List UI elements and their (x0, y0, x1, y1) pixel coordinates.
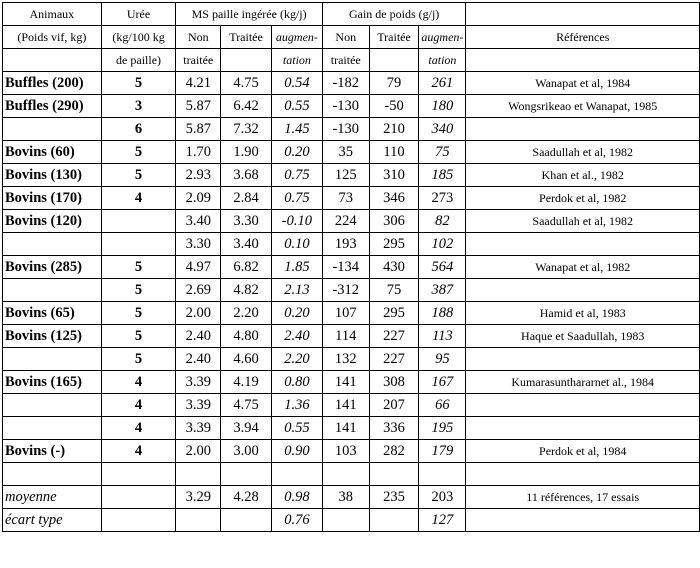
cell-reference (466, 348, 700, 371)
cell-ms-augmentation (271, 463, 322, 486)
cell-gain-non-traitee: -312 (322, 279, 369, 302)
cell-uree: 5 (101, 325, 176, 348)
cell-ms-non-traitee: 2.00 (176, 302, 221, 325)
cell-ms-traitee: 3.94 (221, 417, 272, 440)
header-ms-paille: MS paille ingérée (kg/j) (176, 3, 323, 26)
cell-ms-augmentation: 1.85 (271, 256, 322, 279)
cell-gain-non-traitee: 35 (322, 141, 369, 164)
cell-gain-traitee: 430 (369, 256, 419, 279)
cell-reference (466, 463, 700, 486)
cell-gain-augmentation: 203 (419, 486, 466, 509)
cell-gain-traitee: 306 (369, 210, 419, 233)
header-g-non-2: traitée (322, 49, 369, 72)
cell-animal: Bovins (285) (3, 256, 102, 279)
cell-empty (101, 486, 176, 509)
header-uree: Urée (101, 3, 176, 26)
cell-gain-traitee: 207 (369, 394, 419, 417)
cell-gain-non-traitee: 103 (322, 440, 369, 463)
cell-gain-traitee: 336 (369, 417, 419, 440)
cell-ms-non-traitee: 1.70 (176, 141, 221, 164)
cell-ms-non-traitee: 3.30 (176, 233, 221, 256)
cell-animal (3, 348, 102, 371)
cell-gain-non-traitee: 38 (322, 486, 369, 509)
cell-reference (466, 118, 700, 141)
cell-reference: Haque et Saadullah, 1983 (466, 325, 700, 348)
table-row (3, 348, 700, 371)
data-table (2, 2, 700, 532)
cell-ms-traitee (221, 463, 272, 486)
summary-row-ecart-type (3, 509, 700, 532)
cell-gain-augmentation: 340 (419, 118, 466, 141)
cell-ms-non-traitee: 3.40 (176, 210, 221, 233)
cell-animal: Bovins (120) (3, 210, 102, 233)
cell-gain-traitee: 227 (369, 325, 419, 348)
cell-uree: 4 (101, 371, 176, 394)
cell-ms-augmentation: 0.20 (271, 302, 322, 325)
cell-ms-traitee: 4.19 (221, 371, 272, 394)
cell-animal (3, 394, 102, 417)
cell-ms-traitee: 1.90 (221, 141, 272, 164)
cell-ms-augmentation: 0.90 (271, 440, 322, 463)
cell-gain-augmentation: 113 (419, 325, 466, 348)
cell-animal (3, 233, 102, 256)
cell-ms-non-traitee: 2.69 (176, 279, 221, 302)
table-row (3, 325, 700, 348)
cell-ms-non-traitee: 2.93 (176, 164, 221, 187)
cell-ms-non-traitee: 2.00 (176, 440, 221, 463)
cell-gain-augmentation: 102 (419, 233, 466, 256)
cell-animal: Bovins (-) (3, 440, 102, 463)
table-row (3, 279, 700, 302)
cell-empty (466, 509, 700, 532)
cell-ms-augmentation: 0.75 (271, 187, 322, 210)
cell-animal: Buffles (200) (3, 72, 102, 95)
cell-reference (466, 394, 700, 417)
cell-gain-non-traitee: -182 (322, 72, 369, 95)
cell-ms-traitee: 3.30 (221, 210, 272, 233)
header-g-traitee: Traitée (369, 26, 419, 49)
cell-gain-augmentation: 167 (419, 371, 466, 394)
cell-gain-augmentation: 127 (419, 509, 466, 532)
cell-gain-augmentation: 95 (419, 348, 466, 371)
cell-reference: Wongsrikeao et Wanapat, 1985 (466, 95, 700, 118)
table-row (3, 256, 700, 279)
cell-reference: Wanapat et al, 1982 (466, 256, 700, 279)
header-row-3 (3, 49, 700, 72)
cell-gain-traitee: 110 (369, 141, 419, 164)
cell-gain-non-traitee (322, 463, 369, 486)
cell-gain-augmentation: 387 (419, 279, 466, 302)
cell-gain-traitee: -50 (369, 95, 419, 118)
cell-uree: 5 (101, 302, 176, 325)
cell-animal: Bovins (130) (3, 164, 102, 187)
cell-ms-non-traitee: 2.09 (176, 187, 221, 210)
cell-ms-non-traitee: 2.40 (176, 348, 221, 371)
cell-ms-augmentation: 0.80 (271, 371, 322, 394)
cell-gain-augmentation: 180 (419, 95, 466, 118)
cell-gain-traitee (369, 463, 419, 486)
cell-uree: 6 (101, 118, 176, 141)
table-row (3, 463, 700, 486)
header-ms-non-2: traitée (176, 49, 221, 72)
cell-gain-non-traitee: 193 (322, 233, 369, 256)
cell-reference: Saadullah et al, 1982 (466, 141, 700, 164)
cell-gain-augmentation: 188 (419, 302, 466, 325)
cell-reference: Kumarasunthararnet al., 1984 (466, 371, 700, 394)
cell-gain-augmentation: 273 (419, 187, 466, 210)
cell-gain-traitee: 310 (369, 164, 419, 187)
table-row (3, 95, 700, 118)
header-ms-aug-2: tation (271, 49, 322, 72)
cell-uree: 5 (101, 72, 176, 95)
cell-gain-augmentation: 195 (419, 417, 466, 440)
cell-ms-non-traitee (176, 463, 221, 486)
cell-ms-augmentation: 2.13 (271, 279, 322, 302)
cell-ms-augmentation: 0.20 (271, 141, 322, 164)
cell-ms-traitee: 3.00 (221, 440, 272, 463)
cell-empty (221, 509, 272, 532)
cell-ms-augmentation: 0.55 (271, 417, 322, 440)
header-ms-aug: augmen- (271, 26, 322, 49)
cell-ms-augmentation: 2.20 (271, 348, 322, 371)
cell-ms-non-traitee: 3.39 (176, 371, 221, 394)
cell-ms-traitee: 2.20 (221, 302, 272, 325)
table-row (3, 302, 700, 325)
cell-uree (101, 463, 176, 486)
cell-ms-traitee: 4.75 (221, 394, 272, 417)
cell-empty (176, 509, 221, 532)
header-empty-2 (221, 49, 272, 72)
cell-empty (369, 509, 419, 532)
cell-ms-traitee: 7.32 (221, 118, 272, 141)
header-row-2 (3, 26, 700, 49)
cell-ms-augmentation: -0.10 (271, 210, 322, 233)
cell-ms-traitee: 6.82 (221, 256, 272, 279)
cell-gain-non-traitee: 224 (322, 210, 369, 233)
cell-ms-non-traitee: 4.21 (176, 72, 221, 95)
cell-gain-augmentation: 75 (419, 141, 466, 164)
header-uree-unit-2: de paille) (101, 49, 176, 72)
cell-uree: 3 (101, 95, 176, 118)
cell-ms-non-traitee: 2.40 (176, 325, 221, 348)
cell-ms-traitee: 4.82 (221, 279, 272, 302)
cell-gain-traitee: 75 (369, 279, 419, 302)
cell-gain-traitee: 282 (369, 440, 419, 463)
cell-ms-augmentation: 0.75 (271, 164, 322, 187)
cell-uree (101, 233, 176, 256)
cell-gain-traitee: 235 (369, 486, 419, 509)
cell-gain-augmentation: 179 (419, 440, 466, 463)
cell-gain-non-traitee: 107 (322, 302, 369, 325)
cell-animal: Buffles (290) (3, 95, 102, 118)
cell-animal (3, 118, 102, 141)
cell-gain-traitee: 295 (369, 302, 419, 325)
cell-empty (322, 509, 369, 532)
cell-ms-non-traitee: 3.29 (176, 486, 221, 509)
cell-gain-non-traitee: 125 (322, 164, 369, 187)
table-row (3, 72, 700, 95)
cell-animal (3, 417, 102, 440)
cell-moyenne-label: moyenne (3, 486, 102, 509)
cell-ms-traitee: 6.42 (221, 95, 272, 118)
cell-ms-traitee: 4.80 (221, 325, 272, 348)
cell-ms-traitee: 3.40 (221, 233, 272, 256)
cell-animal (3, 463, 102, 486)
cell-reference: Khan et al., 1982 (466, 164, 700, 187)
cell-uree: 4 (101, 187, 176, 210)
cell-gain-non-traitee: 73 (322, 187, 369, 210)
header-poids: (Poids vif, kg) (3, 26, 102, 49)
cell-gain-non-traitee: 132 (322, 348, 369, 371)
summary-row-moyenne (3, 486, 700, 509)
cell-gain-augmentation: 261 (419, 72, 466, 95)
header-references: Références (466, 26, 700, 49)
cell-gain-non-traitee: 141 (322, 394, 369, 417)
cell-ms-augmentation: 0.54 (271, 72, 322, 95)
cell-reference: Wanapat et al, 1984 (466, 72, 700, 95)
cell-gain-non-traitee: -130 (322, 118, 369, 141)
table-row (3, 394, 700, 417)
cell-gain-non-traitee: 141 (322, 371, 369, 394)
table-row (3, 233, 700, 256)
cell-gain-augmentation: 66 (419, 394, 466, 417)
cell-uree: 5 (101, 141, 176, 164)
cell-animal: Bovins (125) (3, 325, 102, 348)
cell-animal: Bovins (170) (3, 187, 102, 210)
cell-uree: 5 (101, 164, 176, 187)
cell-uree (101, 210, 176, 233)
cell-animal (3, 279, 102, 302)
table-row (3, 164, 700, 187)
cell-ms-traitee: 2.84 (221, 187, 272, 210)
header-ms-traitee: Traitée (221, 26, 272, 49)
table-row (3, 417, 700, 440)
cell-ms-traitee: 4.75 (221, 72, 272, 95)
header-ms-non: Non (176, 26, 221, 49)
cell-ms-augmentation: 0.76 (271, 509, 322, 532)
cell-reference: Perdok et al, 1984 (466, 440, 700, 463)
table-row (3, 440, 700, 463)
cell-ms-non-traitee: 5.87 (176, 95, 221, 118)
cell-animal: Bovins (65) (3, 302, 102, 325)
cell-ms-non-traitee: 4.97 (176, 256, 221, 279)
cell-gain-augmentation (419, 463, 466, 486)
table-row (3, 210, 700, 233)
cell-gain-non-traitee: -134 (322, 256, 369, 279)
header-g-aug: augmen- (419, 26, 466, 49)
cell-gain-traitee: 227 (369, 348, 419, 371)
header-gain-poids: Gain de poids (g/j) (322, 3, 466, 26)
cell-reference: 11 références, 17 essais (466, 486, 700, 509)
cell-ms-augmentation: 0.55 (271, 95, 322, 118)
cell-ms-augmentation: 1.36 (271, 394, 322, 417)
cell-reference: Hamid et al, 1983 (466, 302, 700, 325)
cell-gain-non-traitee: 141 (322, 417, 369, 440)
cell-uree: 5 (101, 348, 176, 371)
header-empty-1 (3, 49, 102, 72)
cell-gain-augmentation: 185 (419, 164, 466, 187)
cell-gain-augmentation: 82 (419, 210, 466, 233)
cell-uree: 5 (101, 256, 176, 279)
cell-ms-traitee: 4.60 (221, 348, 272, 371)
header-ref-top (466, 3, 700, 26)
table-row (3, 187, 700, 210)
table-row (3, 371, 700, 394)
header-uree-unit: (kg/100 kg (101, 26, 176, 49)
cell-reference (466, 279, 700, 302)
header-animaux: Animaux (3, 3, 102, 26)
cell-ms-augmentation: 0.98 (271, 486, 322, 509)
cell-ms-non-traitee: 3.39 (176, 417, 221, 440)
cell-empty (101, 509, 176, 532)
cell-gain-non-traitee: 114 (322, 325, 369, 348)
header-row-1 (3, 3, 700, 26)
cell-animal: Bovins (60) (3, 141, 102, 164)
header-empty-4 (466, 49, 700, 72)
cell-reference (466, 417, 700, 440)
header-g-non: Non (322, 26, 369, 49)
cell-ms-traitee: 4.28 (221, 486, 272, 509)
cell-reference: Saadullah et al, 1982 (466, 210, 700, 233)
header-empty-3 (369, 49, 419, 72)
cell-gain-traitee: 79 (369, 72, 419, 95)
cell-ecart-label: écart type (3, 509, 102, 532)
cell-ms-augmentation: 1.45 (271, 118, 322, 141)
cell-uree: 4 (101, 440, 176, 463)
cell-ms-augmentation: 0.10 (271, 233, 322, 256)
cell-gain-traitee: 210 (369, 118, 419, 141)
cell-uree: 4 (101, 394, 176, 417)
table-row (3, 141, 700, 164)
cell-uree: 4 (101, 417, 176, 440)
cell-gain-traitee: 295 (369, 233, 419, 256)
cell-gain-traitee: 346 (369, 187, 419, 210)
cell-gain-augmentation: 564 (419, 256, 466, 279)
header-g-aug-2: tation (419, 49, 466, 72)
cell-uree: 5 (101, 279, 176, 302)
cell-ms-non-traitee: 5.87 (176, 118, 221, 141)
cell-reference (466, 233, 700, 256)
cell-ms-traitee: 3.68 (221, 164, 272, 187)
cell-animal: Bovins (165) (3, 371, 102, 394)
cell-ms-augmentation: 2.40 (271, 325, 322, 348)
table-row (3, 118, 700, 141)
cell-gain-traitee: 308 (369, 371, 419, 394)
cell-gain-non-traitee: -130 (322, 95, 369, 118)
cell-reference: Perdok et al, 1982 (466, 187, 700, 210)
cell-ms-non-traitee: 3.39 (176, 394, 221, 417)
